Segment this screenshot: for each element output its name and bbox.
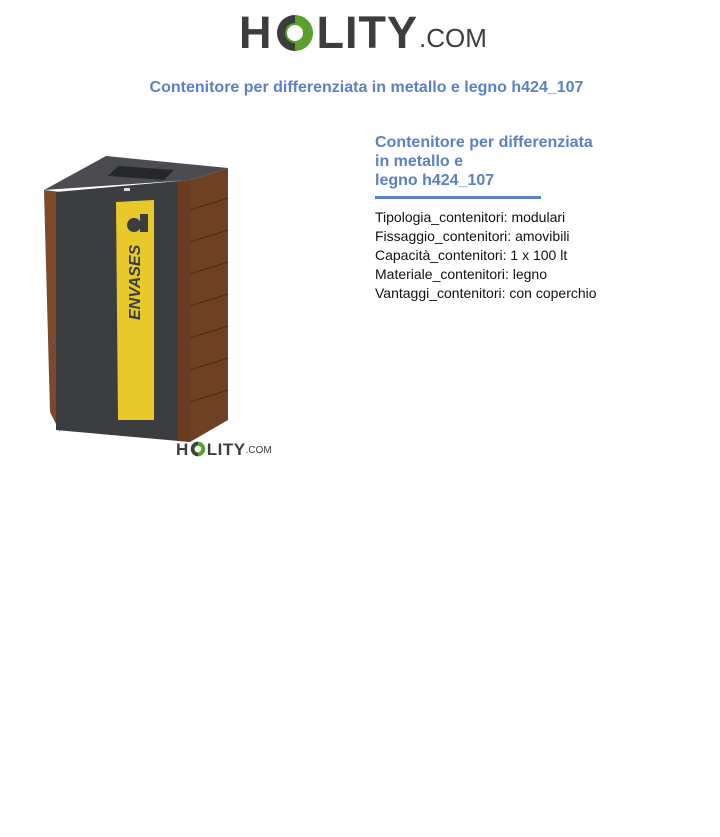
spec-list [375, 208, 705, 303]
holity-logo[interactable] [239, 7, 487, 58]
image-label: ENVASES [127, 244, 144, 320]
spec-item: Materiale_contenitori: legno [375, 266, 547, 282]
logo-domain: .COM [419, 23, 487, 53]
small-holity-logo [176, 440, 272, 459]
small-logo-domain: .COM [245, 445, 272, 456]
spec-item: Fissaggio_contenitori: amovibili [375, 228, 570, 244]
product-name-line: in metallo e [375, 153, 464, 170]
product-name-line: legno h424_107 [375, 172, 495, 189]
logo-o-icon [275, 13, 315, 53]
product-image[interactable] [38, 150, 238, 450]
title-divider [375, 196, 541, 199]
logo-text-lity: LITY [316, 7, 418, 58]
product-details [375, 133, 705, 303]
small-logo-text-lity: LITY [206, 440, 246, 459]
spec-item: Tipologia_contenitori: modulari [375, 209, 566, 225]
logo-text-h: H [239, 7, 273, 58]
product-name [375, 133, 605, 190]
product-name-line: Contenitore per differenziata [375, 134, 593, 151]
spec-item: Vantaggi_contenitori: con coperchio [375, 285, 597, 301]
spec-item: Capacità_contenitori: 1 x 100 lt [375, 247, 568, 263]
small-logo-text-h: H [176, 440, 189, 459]
page-title: Contenitore per differenziata in metallo e legno h424_107 [149, 79, 584, 96]
small-logo-o-icon [190, 441, 206, 457]
